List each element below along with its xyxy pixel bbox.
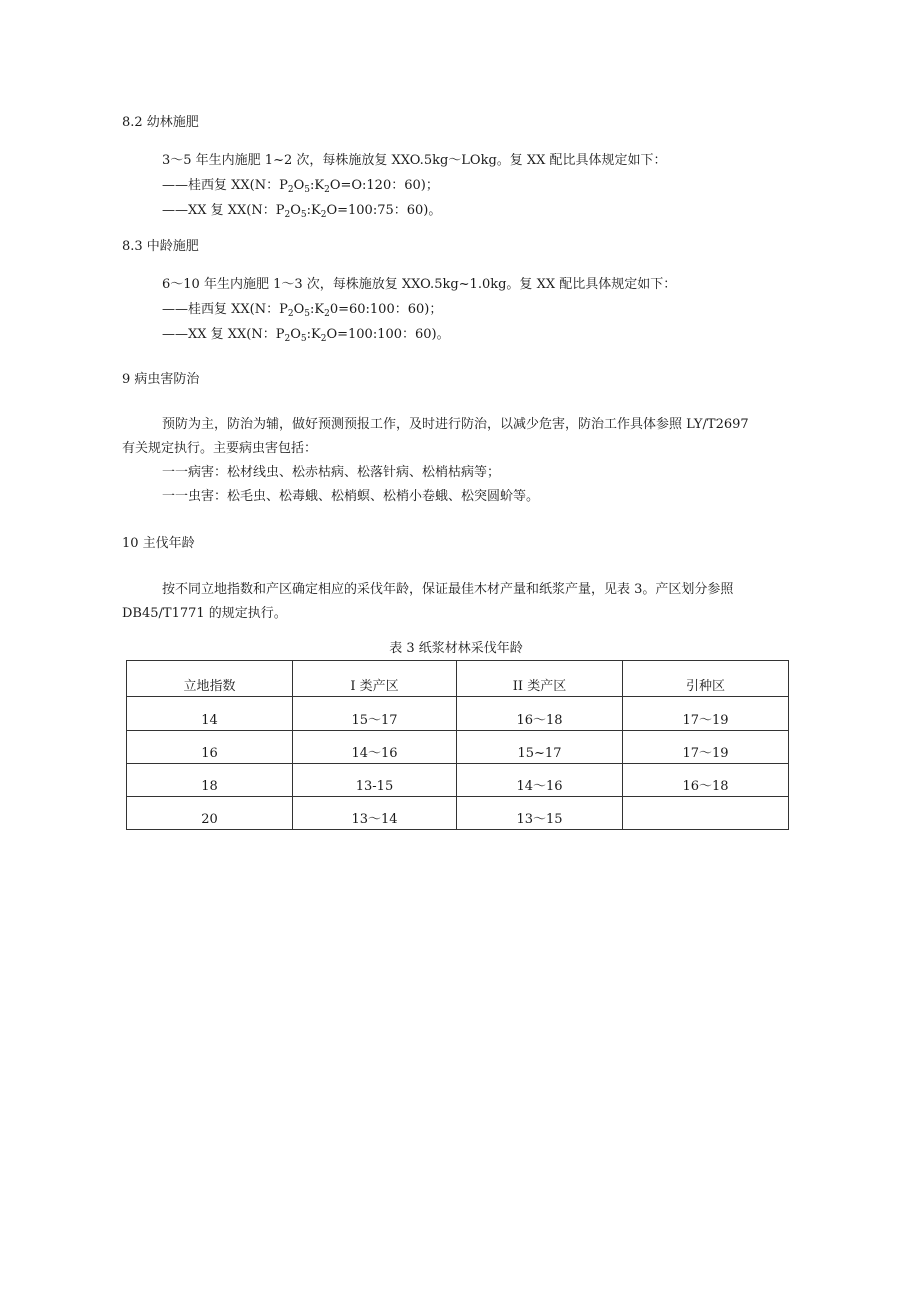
section-8-2-item-xx: ——XX 复 XX(N：$P_2O_5:K_2O=100:75$：60)。 xyxy=(162,203,442,220)
section-8-3-item-guixi: ——桂西复 XX(N：$P_2O_5:K_20=60:100$：60)； xyxy=(162,302,443,319)
table-row xyxy=(127,697,789,731)
table-header-row xyxy=(127,661,789,697)
section-9-paragraph-line2: 有关规定执行。主要病虫害包括： xyxy=(122,441,318,456)
section-9-heading: 9 病虫害防治 xyxy=(122,372,200,387)
section-8-3-heading: 8.3 中龄施肥 xyxy=(122,239,199,254)
table-row xyxy=(127,797,789,830)
table-cell: 13～14 xyxy=(293,797,457,830)
section-8-2-item-guixi: ——桂西复 XX(N：$P_2O_5:K_2O=O:120$：60)； xyxy=(162,178,439,195)
table-cell: 20 xyxy=(127,797,293,830)
section-10-paragraph-line1: 按不同立地指数和产区确定相应的采伐年龄，保证最佳木材产量和纸浆产量，见表 3。产区划分参照 xyxy=(162,582,734,597)
header-site-index: 立地指数 xyxy=(127,661,293,697)
table-cell: 14～16 xyxy=(293,731,457,764)
section-9-item-pests: 一一虫害：松毛虫、松毒蛾、松梢螟、松梢小卷蛾、松突圆蚧等。 xyxy=(162,489,540,504)
table-cell: 17～19 xyxy=(623,697,789,731)
table-cell: 13～15 xyxy=(457,797,623,830)
table-cell: 14 xyxy=(127,697,293,731)
section-10-heading: 10 主伐年龄 xyxy=(122,536,195,551)
section-9-paragraph-line1: 预防为主，防治为辅，做好预测预报工作，及时进行防治，以减少危害，防治工作具体参照 LY/T2697 xyxy=(162,417,749,432)
section-10-paragraph-line2: DB45/T1771 的规定执行。 xyxy=(122,606,287,621)
table-caption: 表 3 纸浆材林采伐年龄 xyxy=(389,641,523,656)
table-cell xyxy=(623,797,789,830)
table-cell: 18 xyxy=(127,764,293,797)
table-row xyxy=(127,731,789,764)
table-cell: 17～19 xyxy=(623,731,789,764)
table-cell: 16～18 xyxy=(457,697,623,731)
table-cell: 16～18 xyxy=(623,764,789,797)
header-zone-2: II 类产区 xyxy=(457,661,623,697)
table-cell: 16 xyxy=(127,731,293,764)
table-cell: 15～17 xyxy=(293,697,457,731)
table-row xyxy=(127,764,789,797)
harvest-age-table xyxy=(126,660,789,830)
section-8-2-heading: 8.2 幼林施肥 xyxy=(122,115,199,130)
table-cell: 13-15 xyxy=(293,764,457,797)
section-8-3-item-xx: ——XX 复 XX(N：$P_2O_5:K_2O=100:100$：60)。 xyxy=(162,327,450,344)
section-8-2-paragraph: 3～5 年生内施肥 1~2 次，每株施放复 XXO.5kg～LOkg。复 XX 配比具体规定如下： xyxy=(162,153,667,168)
header-introduction-zone: 引种区 xyxy=(623,661,789,697)
table-cell: 15~17 xyxy=(457,731,623,764)
table-cell: 14～16 xyxy=(457,764,623,797)
section-8-3-paragraph: 6～10 年生内施肥 1～3 次，每株施放复 XXO.5kg~1.0kg。复 XX 配比具体规定如下： xyxy=(162,277,677,292)
section-9-item-diseases: 一一病害：松材线虫、松赤枯病、松落针病、松梢枯病等； xyxy=(162,465,501,480)
header-zone-1: I 类产区 xyxy=(293,661,457,697)
